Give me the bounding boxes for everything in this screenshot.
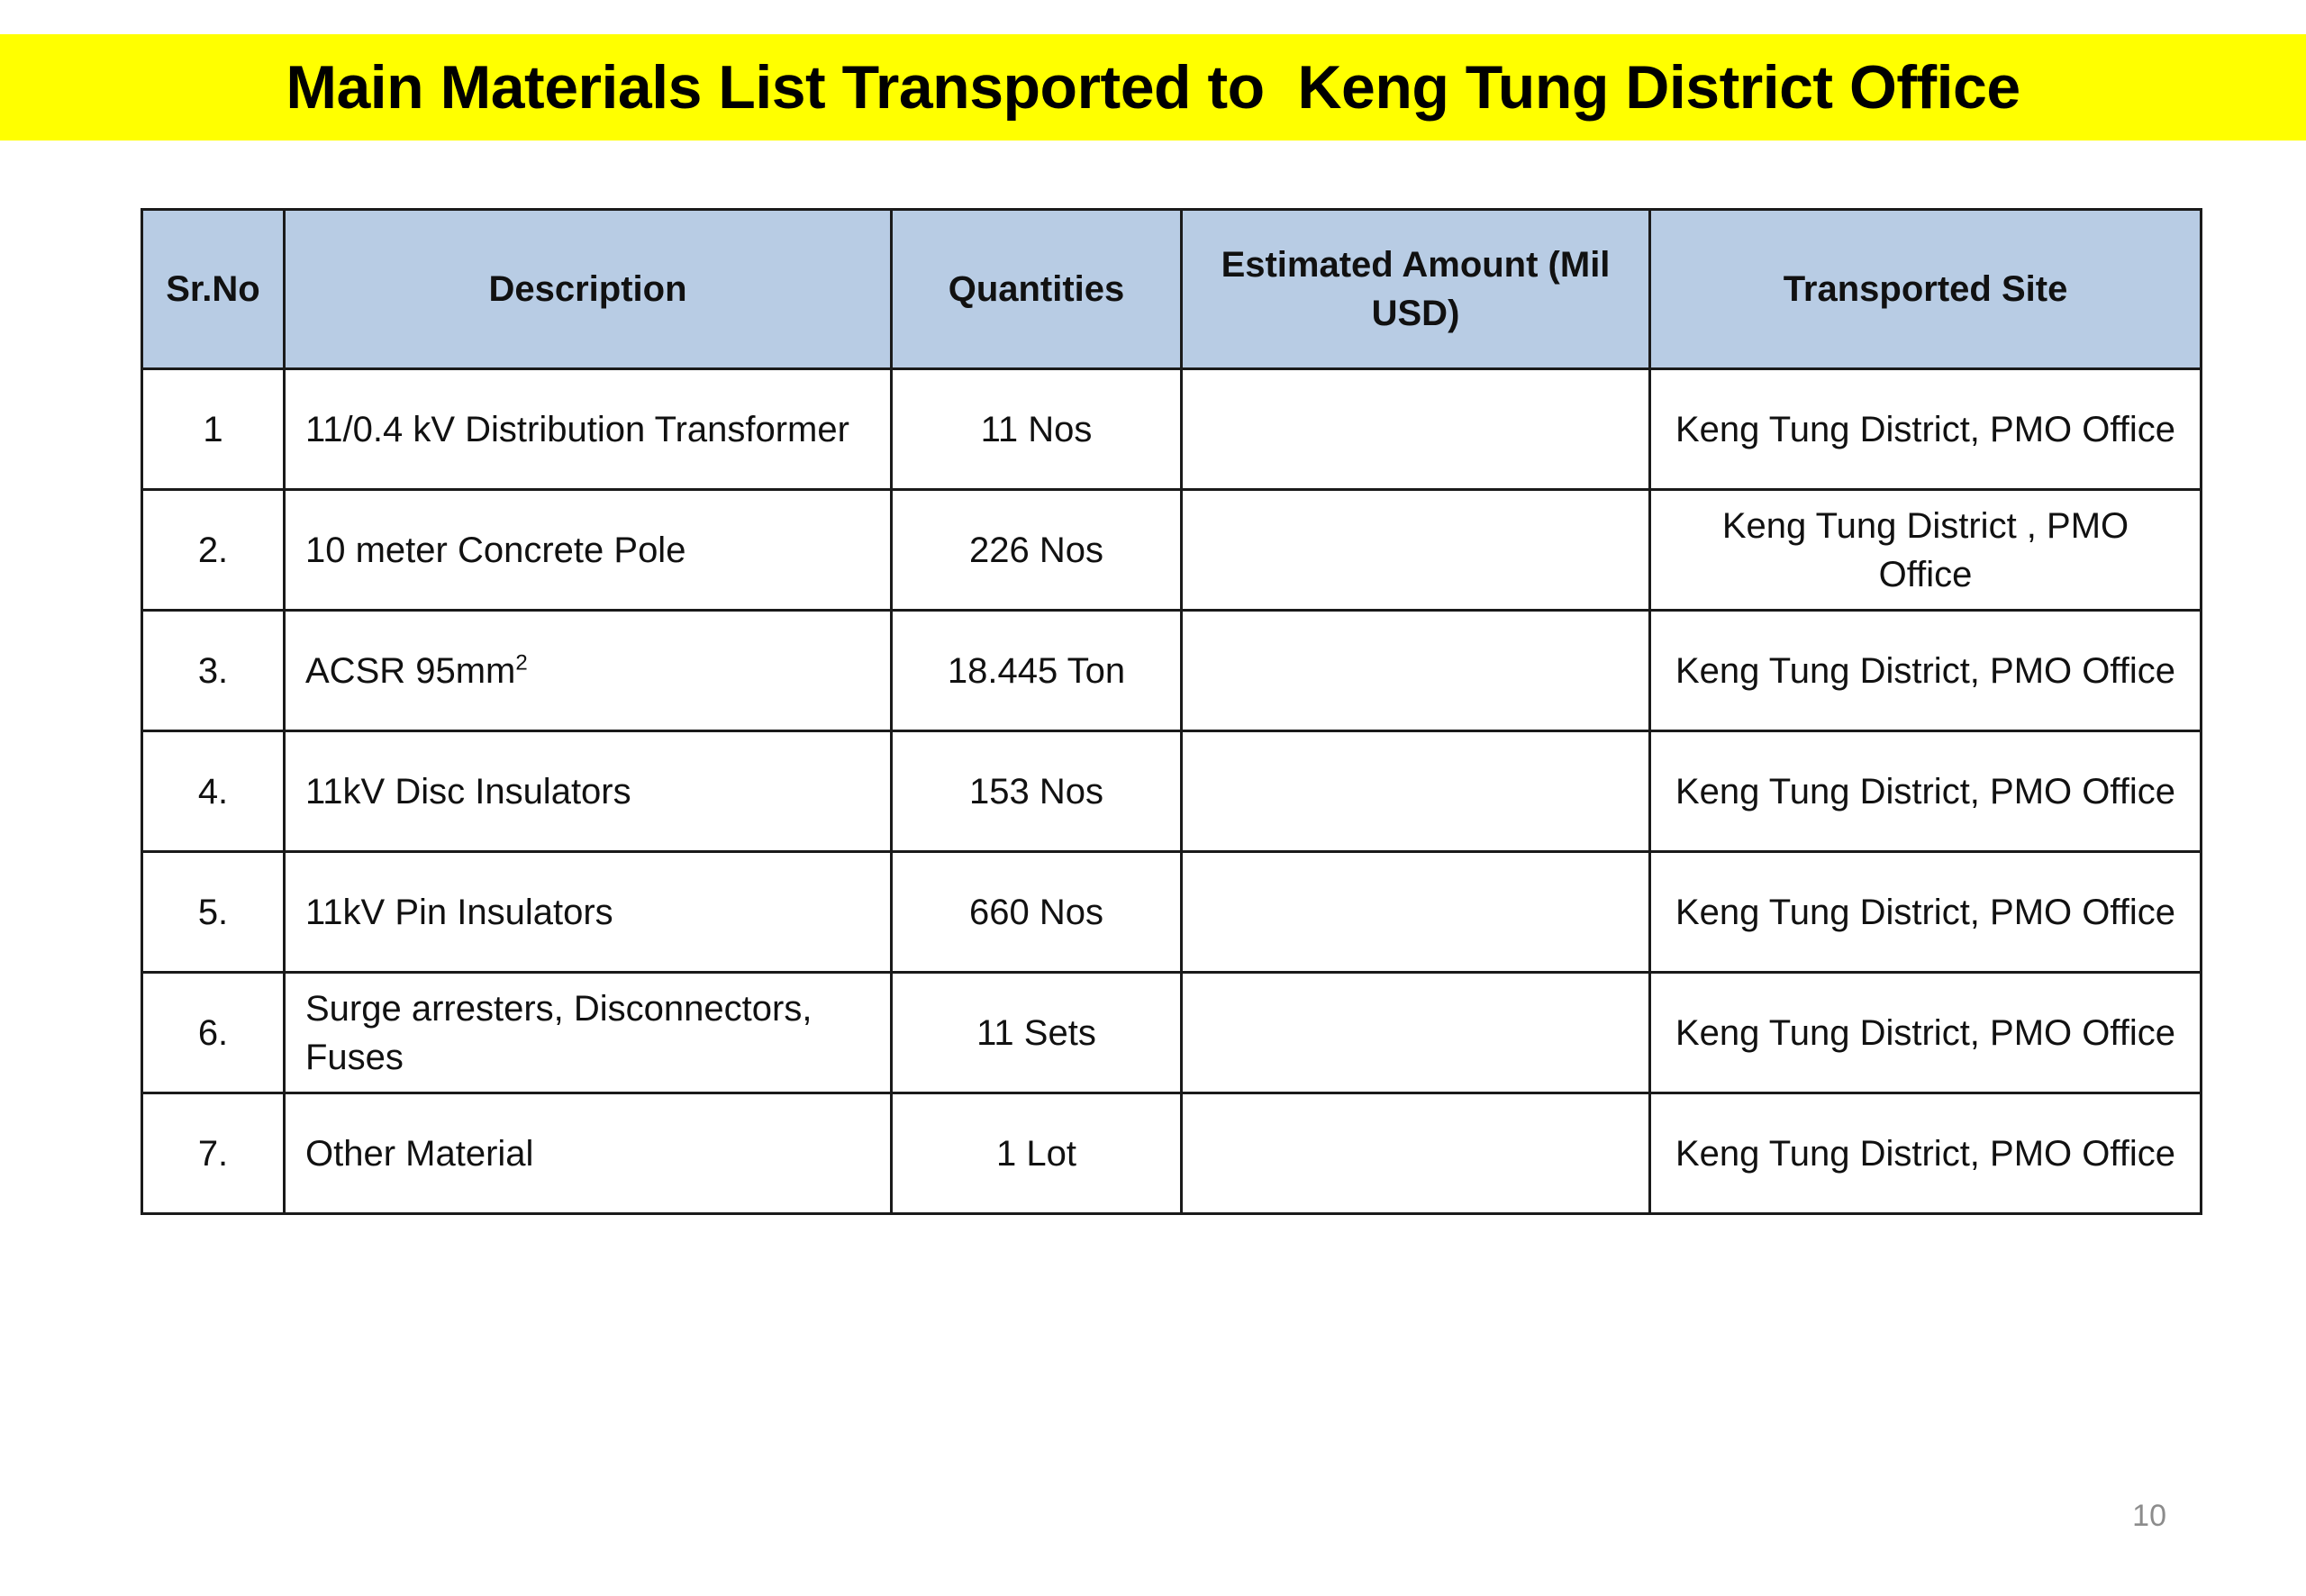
cell-description (285, 611, 892, 731)
cell-description: 11kV Pin Insulators (285, 852, 892, 973)
cell-quantities: 18.445 Ton (892, 611, 1182, 731)
table-row (142, 1093, 2202, 1214)
table-row (142, 369, 2202, 490)
header-sr-no: Sr.No (142, 210, 285, 369)
cell-quantities: 11 Sets (892, 973, 1182, 1093)
table-row (142, 731, 2202, 852)
cell-transported-site: Keng Tung District, PMO Office (1650, 1093, 2202, 1214)
cell-description-text: ACSR 95mm (305, 650, 516, 691)
title-bar (0, 34, 2306, 141)
cell-transported-site: Keng Tung District , PMO Office (1650, 490, 2202, 611)
cell-estimated-amount (1182, 731, 1650, 852)
cell-estimated-amount (1182, 369, 1650, 490)
header-estimated-amount: Estimated Amount (Mil USD) (1182, 210, 1650, 369)
superscript-exponent: 2 (515, 650, 528, 676)
table-row (142, 490, 2202, 611)
cell-sr-no: 1 (142, 369, 285, 490)
cell-sr-no: 2. (142, 490, 285, 611)
cell-sr-no: 3. (142, 611, 285, 731)
cell-description: 11/0.4 kV Distribution Transformer (285, 369, 892, 490)
cell-sr-no: 5. (142, 852, 285, 973)
cell-quantities: 1 Lot (892, 1093, 1182, 1214)
cell-estimated-amount (1182, 611, 1650, 731)
page-number: 10 (2132, 1499, 2166, 1533)
cell-estimated-amount (1182, 973, 1650, 1093)
cell-transported-site: Keng Tung District, PMO Office (1650, 852, 2202, 973)
cell-estimated-amount (1182, 852, 1650, 973)
materials-table (141, 208, 2202, 1215)
table-row (142, 973, 2202, 1093)
header-transported-site: Transported Site (1650, 210, 2202, 369)
cell-description: 10 meter Concrete Pole (285, 490, 892, 611)
cell-description: 11kV Disc Insulators (285, 731, 892, 852)
table-row (142, 852, 2202, 973)
cell-transported-site: Keng Tung District, PMO Office (1650, 369, 2202, 490)
cell-quantities: 11 Nos (892, 369, 1182, 490)
slide-title: Main Materials List Transported to Keng Tung District Office (286, 53, 2020, 122)
table-row (142, 611, 2202, 731)
cell-quantities: 226 Nos (892, 490, 1182, 611)
cell-estimated-amount (1182, 1093, 1650, 1214)
cell-transported-site: Keng Tung District, PMO Office (1650, 611, 2202, 731)
cell-transported-site: Keng Tung District, PMO Office (1650, 731, 2202, 852)
cell-sr-no: 7. (142, 1093, 285, 1214)
cell-quantities: 660 Nos (892, 852, 1182, 973)
cell-sr-no: 4. (142, 731, 285, 852)
cell-description: Other Material (285, 1093, 892, 1214)
cell-description: Surge arresters, Disconnectors, Fuses (285, 973, 892, 1093)
cell-sr-no: 6. (142, 973, 285, 1093)
cell-transported-site: Keng Tung District, PMO Office (1650, 973, 2202, 1093)
cell-quantities: 153 Nos (892, 731, 1182, 852)
cell-estimated-amount (1182, 490, 1650, 611)
header-quantities: Quantities (892, 210, 1182, 369)
table-header-row (142, 210, 2202, 369)
header-description: Description (285, 210, 892, 369)
